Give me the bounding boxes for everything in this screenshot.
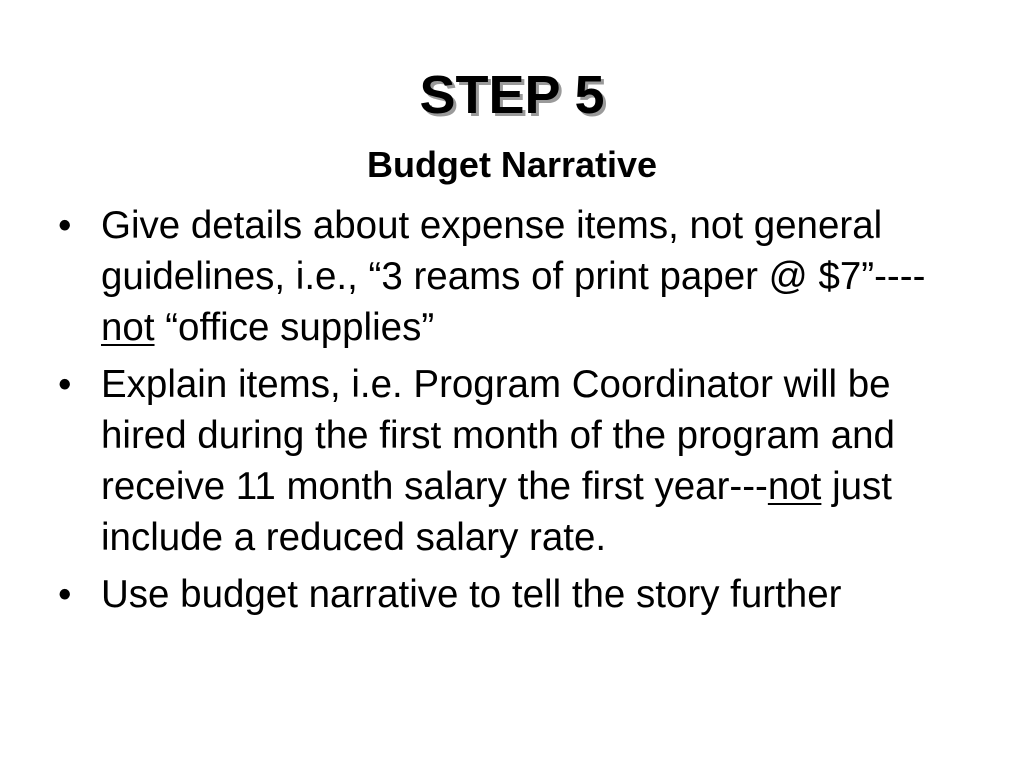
bullet-text-tail: “office supplies” bbox=[154, 306, 435, 349]
bullet-text: Give details about expense items, not general guidelines, i.e., “3 reams of print paper @ $7”---- bbox=[101, 204, 926, 298]
bullet-text: Explain items, i.e. Program Coordinator will be hired during the first month of the program and receive 11 month salary the first year--- bbox=[101, 363, 895, 508]
bullet-dot-icon: • bbox=[58, 204, 72, 247]
bullet-item-tell-story bbox=[58, 569, 958, 620]
bullet-dot-icon: • bbox=[58, 573, 72, 616]
slide-subtitle: Budget Narrative bbox=[366, 144, 658, 185]
bullet-list bbox=[58, 200, 958, 626]
bullet-item-expense-details bbox=[58, 200, 958, 353]
bullet-item-explain-items bbox=[58, 359, 958, 563]
bullet-text-tail: just include a reduced salary rate. bbox=[101, 465, 892, 559]
bullet-text: Use budget narrative to tell the story further bbox=[101, 573, 842, 616]
bullet-emphasis: not bbox=[101, 306, 155, 349]
bullet-dot-icon: • bbox=[58, 363, 72, 406]
slide-title: STEP 5 bbox=[419, 65, 605, 125]
bullet-emphasis: not bbox=[767, 465, 822, 508]
